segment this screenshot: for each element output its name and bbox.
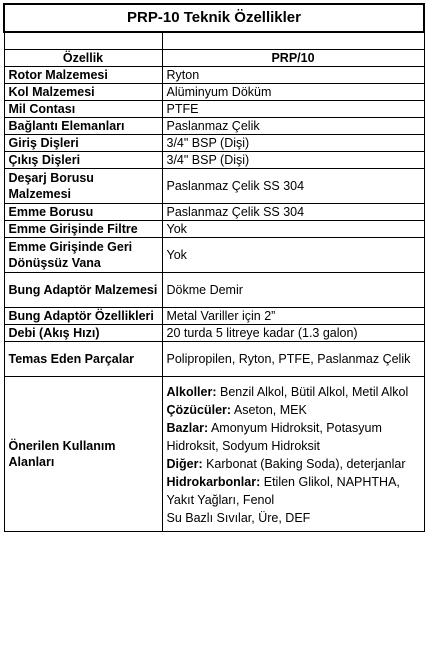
usage-group-text: Amonyum Hidroksit, Potasyum Hidroksit, Sodyum Hidroksit [166, 421, 382, 453]
usage-group-text: Benzil Alkol, Bütil Alkol, Metil Alkol [216, 385, 409, 399]
usage-group [167, 383, 420, 401]
row-label: Mil Contası [4, 101, 162, 118]
table-row [4, 342, 424, 377]
usage-row [4, 377, 424, 532]
table-title: PRP-10 Teknik Özellikler [4, 4, 424, 32]
row-label: Bağlantı Elemanları [4, 118, 162, 135]
table-row [4, 118, 424, 135]
row-label: Debi (Akış Hızı) [4, 325, 162, 342]
table-row [4, 84, 424, 101]
row-label: Emme Girişinde Filtre [4, 221, 162, 238]
table-row [4, 67, 424, 84]
table-row [4, 221, 424, 238]
spec-sheet [3, 3, 423, 532]
row-value: Yok [162, 221, 424, 238]
row-label: Deşarj Borusu Malzemesi [4, 169, 162, 204]
row-label: Bung Adaptör Özellikleri [4, 308, 162, 325]
table-row [4, 238, 424, 273]
usage-group [167, 419, 420, 455]
row-value: Polipropilen, Ryton, PTFE, Paslanmaz Çelik [162, 342, 424, 377]
table-row [4, 101, 424, 118]
usage-group-head: Çözücüler: [166, 403, 232, 417]
usage-group [167, 509, 420, 527]
usage-group-head: Hidrokarbonlar: [166, 475, 261, 489]
table-row [4, 204, 424, 221]
table-row [4, 325, 424, 342]
row-value: Alüminyum Döküm [162, 84, 424, 101]
blank-row [4, 32, 424, 50]
row-label: Çıkış Dişleri [4, 152, 162, 169]
header-row [4, 50, 424, 67]
column-header-model: PRP/10 [162, 50, 424, 67]
row-value: PTFE [162, 101, 424, 118]
row-value: Ryton [162, 67, 424, 84]
table-row [4, 152, 424, 169]
column-header-property: Özellik [4, 50, 162, 67]
row-value: Paslanmaz Çelik [162, 118, 424, 135]
row-value: Paslanmaz Çelik SS 304 [162, 204, 424, 221]
usage-list [162, 377, 424, 532]
row-value: Paslanmaz Çelik SS 304 [162, 169, 424, 204]
row-value: Dökme Demir [162, 273, 424, 308]
usage-group [167, 455, 420, 473]
row-label: Emme Girişinde Geri Dönüşsüz Vana [4, 238, 162, 273]
row-value: 3/4" BSP (Dişi) [162, 135, 424, 152]
row-value: 3/4" BSP (Dişi) [162, 152, 424, 169]
row-value: Yok [162, 238, 424, 273]
usage-group-text: Karbonat (Baking Soda), deterjanlar [202, 457, 406, 471]
usage-group-text: Etilen Glikol, NAPHTHA, Yakıt Yağları, Fenol [166, 475, 400, 507]
row-value: Metal Variller için 2” [162, 308, 424, 325]
usage-group-head: Bazlar: [166, 421, 209, 435]
row-value: 20 turda 5 litreye kadar (1.3 galon) [162, 325, 424, 342]
usage-group-head: Alkoller: [166, 385, 217, 399]
usage-group-head: Diğer: [166, 457, 203, 471]
table-row [4, 273, 424, 308]
row-label: Rotor Malzemesi [4, 67, 162, 84]
table-row [4, 169, 424, 204]
usage-group-text: Aseton, MEK [231, 403, 307, 417]
row-label: Giriş Dişleri [4, 135, 162, 152]
usage-group [167, 473, 420, 509]
usage-group [167, 401, 420, 419]
row-label: Emme Borusu [4, 204, 162, 221]
table-row [4, 135, 424, 152]
usage-group-text: Su Bazlı Sıvılar, Üre, DEF [166, 511, 311, 525]
row-label: Kol Malzemesi [4, 84, 162, 101]
row-label: Bung Adaptör Malzemesi [4, 273, 162, 308]
usage-label: Önerilen Kullanım Alanları [4, 377, 162, 532]
spec-table [3, 3, 425, 532]
row-label: Temas Eden Parçalar [4, 342, 162, 377]
table-row [4, 308, 424, 325]
